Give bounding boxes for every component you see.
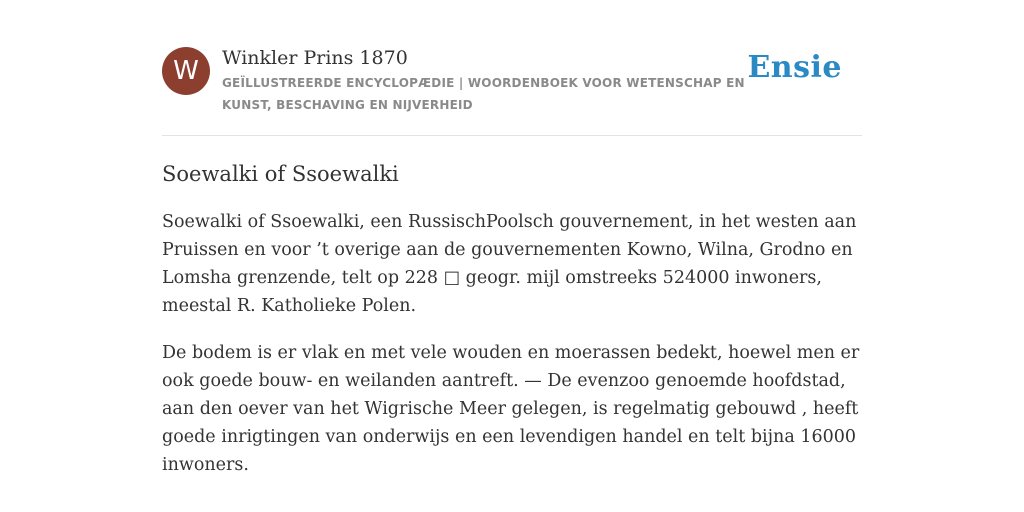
- article-paragraph: Soewalki of Ssoewalki, een RussischPoolsch gouvernement, in het westen aan Pruissen en voor ’t overige aan de gouvernementen Kowno, Wilna, Grodno en Lomsha grenzende, telt op 228 □ geogr. mijl omstreeks 524000 inwoners, meestal R. Katholieke Polen.: [162, 212, 857, 316]
- article-title: Soewalki of Ssoewalki: [162, 162, 399, 186]
- header: [162, 44, 862, 124]
- avatar[interactable]: W: [162, 47, 210, 95]
- article-paragraph: De bodem is er vlak en met vele wouden en moerassen bedekt, hoewel men er ook goede bouw- en weilanden aantreft. — De evenzoo genoemde hoofdstad, aan den oever van het Wigrische Meer gelegen, is regelmatig gebouwd , heeft goede inrigtingen van onderwijs en een levendigen handel en telt bijna 16000 inwoners.: [162, 343, 860, 475]
- source-subtitle: GEÏLLUSTREERDE ENCYCLOPÆDIE | WOORDENBOEK VOOR WETENSCHAP EN KUNST, BESCHAVING EN NIJVERHEID: [222, 76, 745, 112]
- source-info: [222, 44, 762, 116]
- header-divider: [162, 135, 862, 136]
- article: [162, 156, 862, 498]
- source-title[interactable]: Winkler Prins 1870: [222, 47, 408, 69]
- ensie-logo-link[interactable]: Ensie: [747, 50, 842, 85]
